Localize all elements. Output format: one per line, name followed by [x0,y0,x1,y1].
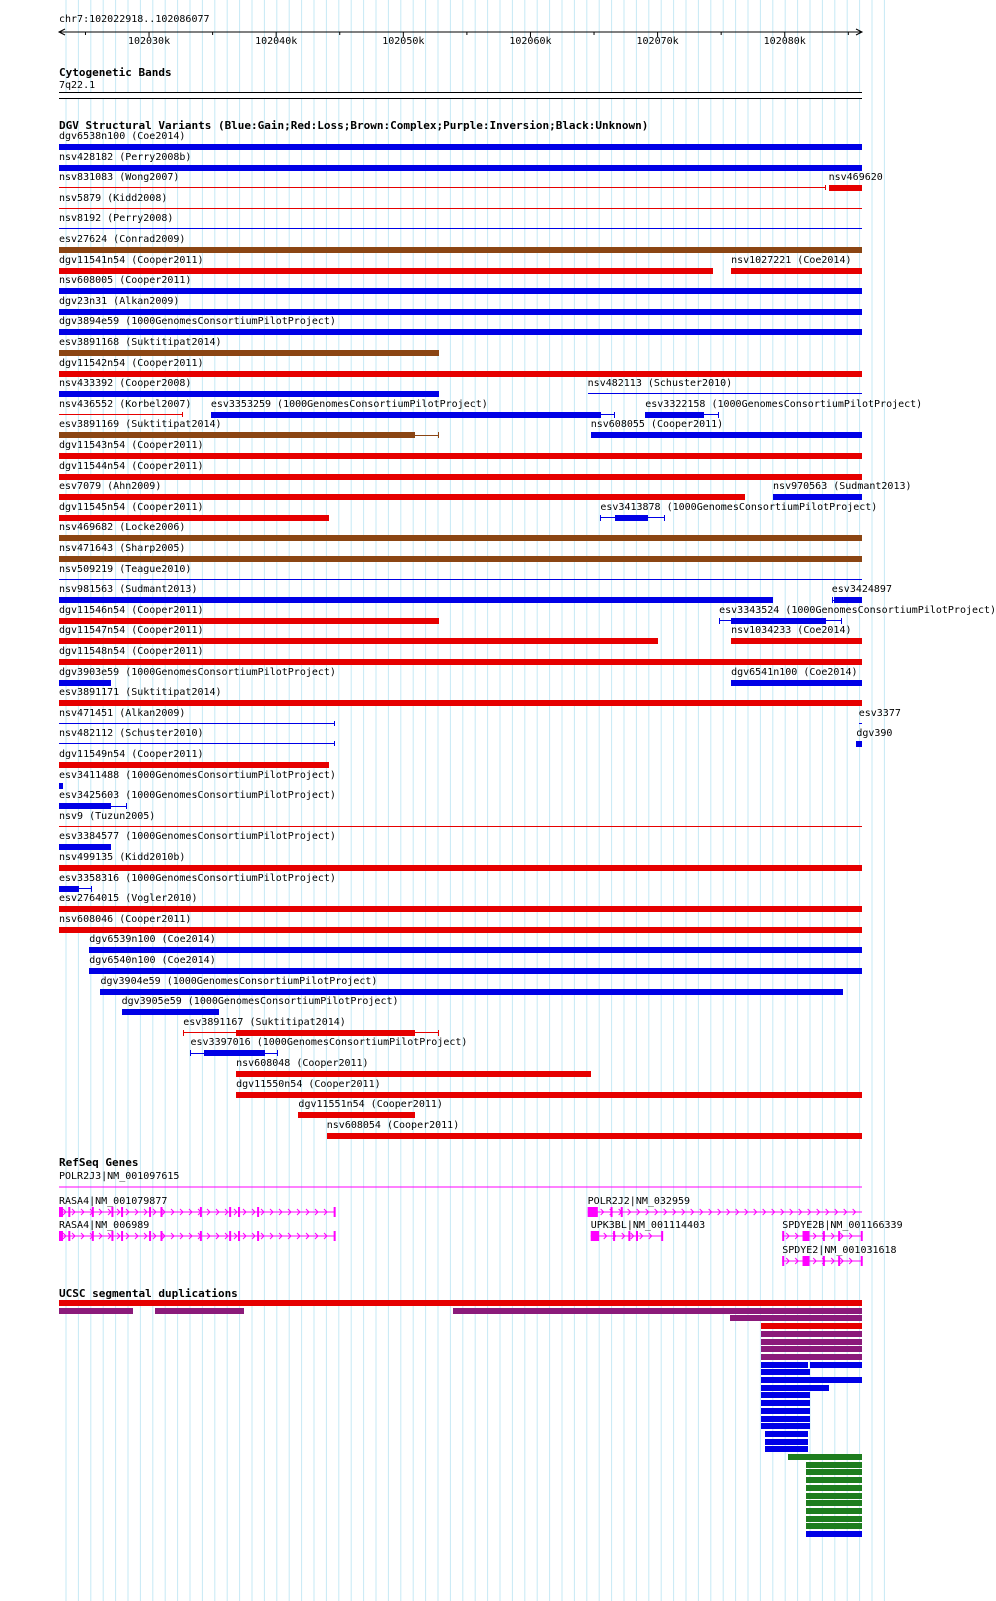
segdup-bar [761,1331,862,1337]
sv-label: nsv482112 (Schuster2010) [59,728,204,740]
sv-label: esv27624 (Conrad2009) [59,234,186,245]
sv-bar [59,597,773,603]
segdup-bar [806,1508,862,1514]
sv-label: esv3411488 (1000GenomesConsortiumPilotProject) [59,769,336,781]
segdup-track-title: UCSC segmental duplications [59,1287,238,1300]
sv-label: nsv469682 (Locke2006) [59,522,186,534]
sv-bar [236,1071,591,1077]
sv-label: esv3425603 (1000GenomesConsortiumPilotProject) [59,790,336,802]
sv-bar [59,638,658,644]
ruler-tick-label: 102030k [127,36,171,47]
sv-thin-bar [59,743,335,744]
sv-bar [59,474,862,480]
sv-label: dgv11550n54 (Cooper2011) [236,1078,381,1090]
sv-bar [731,268,862,274]
gene-exon [861,1256,863,1266]
sv-bar [236,1030,415,1036]
sv-span-cap [718,412,719,418]
sv-bar [829,185,862,191]
segdup-bar [59,1308,133,1314]
segdup-bar [761,1323,862,1329]
sv-label: dgv11546n54 (Cooper2011) [59,604,204,616]
sv-bar [59,165,862,171]
sv-bar [59,803,111,809]
sv-span-cap [190,1050,191,1056]
gene-label: UPK3BL|NM_001114403 [590,1220,706,1231]
sv-span-cap [841,618,842,624]
sv-label: esv2764015 (Vogler2010) [59,893,198,905]
sv-label: nsv1034233 (Coe2014) [731,625,852,637]
sv-bar [59,680,111,686]
gene-exon [782,1231,784,1241]
segdup-bar [761,1339,862,1345]
sv-label: nsv471643 (Sharp2005) [59,543,186,554]
sv-bar [645,412,704,418]
sv-label: esv3891171 (Suktitipat2014) [59,687,222,699]
sv-bar [59,309,862,315]
segdup-bar [761,1423,810,1429]
sv-span-cap [334,721,335,726]
sv-label: nsv482113 (Schuster2010) [587,378,733,390]
sv-label: esv3397016 (1000GenomesConsortiumPilotProject) [190,1037,468,1049]
sv-label: dgv3904e59 (1000GenomesConsortiumPilotProject) [100,975,378,987]
sv-label: nsv608055 (Cooper2011) [590,419,724,431]
sv-bar [59,350,439,356]
segdup-bar [806,1531,862,1537]
gene-label: SPDYE2|NM_001031618 [782,1244,897,1256]
sv-label: dgv23n31 (Alkan2009) [59,295,180,307]
sv-label: esv3343524 (1000GenomesConsortiumPilotProject) [719,604,996,616]
sv-label: nsv831083 (Wong2007) [59,172,180,184]
ruler-tick-label: 102050k [382,36,425,47]
sv-span-cap [334,741,335,746]
sv-label: esv3384577 (1000GenomesConsortiumPilotProject) [59,831,336,843]
sv-bar [100,989,843,995]
sv-label: esv3891169 (Suktitipat2014) [59,419,222,431]
sv-label: nsv608048 (Cooper2011) [236,1058,369,1069]
segdup-bar [765,1439,808,1445]
segdup-bar [806,1485,862,1491]
sv-label: nsv5879 (Kidd2008) [59,192,168,204]
sv-bar [59,844,111,850]
sv-label: nsv9 (Tuzun2005) [59,810,156,822]
cytoband-track-title: Cytogenetic Bands [59,66,172,79]
segdup-bar [765,1431,808,1437]
sv-bar [59,535,862,541]
sv-label: esv7079 (Ahn2009) [59,481,162,493]
sv-span-cap [664,515,665,521]
sv-bar [731,618,825,624]
sv-label: dgv6538n100 (Coe2014) [59,131,186,142]
sv-label: dgv11545n54 (Cooper2011) [59,501,204,513]
sv-label: dgv3903e59 (1000GenomesConsortiumPilotProject) [59,666,336,678]
segdup-bar [806,1516,862,1522]
sv-bar [327,1133,862,1139]
segdup-bar [761,1408,810,1414]
sv-bar [236,1092,862,1098]
sv-label: dgv6541n100 (Coe2014) [731,666,858,678]
sv-span-cap [91,886,92,892]
gene-exon [838,1256,840,1266]
sv-label: nsv8192 (Perry2008) [59,213,174,225]
sv-label: esv3424897 [831,584,892,596]
sv-label: nsv509219 (Teague2010) [59,563,192,575]
sv-label: dgv11548n54 (Cooper2011) [59,646,204,657]
gene-exon [823,1256,825,1266]
refseq-track-title: RefSeq Genes [59,1156,139,1169]
sv-bar [59,886,79,892]
sv-bar [59,762,329,768]
sv-label: nsv608046 (Cooper2011) [59,913,192,925]
segdup-bar [761,1346,862,1352]
segdup-bar [761,1354,862,1360]
segdup-bar [761,1362,808,1368]
sv-bar [731,638,862,644]
ruler-tick-label: 102080k [763,36,806,47]
segdup-bar [155,1308,244,1314]
sv-bar [59,618,439,624]
sv-label: esv3358316 (1000GenomesConsortiumPilotProject) [59,872,336,884]
sv-label: dgv11547n54 (Cooper2011) [59,625,204,637]
sv-thin-bar [859,723,862,724]
sv-bar [59,371,862,377]
sv-span-cap [126,803,127,809]
sv-bar [122,1009,220,1015]
sv-bar [59,268,713,274]
segdup-bar [806,1523,862,1529]
gene-model [0,1181,890,1193]
sv-thin-bar [59,579,862,580]
sv-span-cap [832,597,833,603]
gene-label: POLR2J3|NM_001097615 [59,1171,180,1182]
segdup-bar [761,1416,810,1422]
sv-bar [615,515,649,521]
sv-label: nsv471451 (Alkan2009) [59,707,186,719]
sv-label: dgv6539n100 (Coe2014) [89,934,216,946]
sv-bar [59,556,862,562]
sv-bar [59,927,862,933]
sv-bar [59,515,329,521]
sv-label: esv3413878 (1000GenomesConsortiumPilotProject) [600,501,878,513]
gene-exon [803,1256,810,1266]
sv-span-cap [438,432,439,438]
sv-label: dgv11543n54 (Cooper2011) [59,440,204,451]
segdup-bar [788,1454,862,1460]
gene-exon [823,1231,825,1241]
sv-label: nsv970563 (Sudmant2013) [773,481,912,493]
sv-bar [59,453,862,459]
sv-span-cap [719,618,720,624]
sv-label: nsv499135 (Kidd2010b) [59,852,186,863]
gene-model [0,1206,890,1218]
gene-model [0,1230,890,1242]
ruler-tick-label: 102060k [509,36,552,47]
sv-bar [89,968,862,974]
sv-label: dgv11551n54 (Cooper2011) [298,1099,443,1111]
sv-bar [59,865,862,871]
sv-bar [204,1050,265,1056]
sv-label: nsv1027221 (Coe2014) [731,254,852,266]
sv-label: dgv11541n54 (Cooper2011) [59,254,204,266]
sv-thin-bar [59,187,826,188]
sv-label: nsv433392 (Cooper2008) [59,378,192,390]
sv-thin-bar [588,393,862,394]
segdup-bar [806,1477,862,1483]
sv-label: nsv608005 (Cooper2011) [59,275,192,287]
segdup-bar [59,1300,862,1306]
sv-label: esv3891167 (Suktitipat2014) [183,1016,346,1028]
location-label: chr7:102022918..102086077 [59,14,210,25]
sv-thin-bar [59,228,862,229]
sv-bar [834,597,862,603]
sv-span-cap [600,515,601,521]
segdup-bar [806,1469,862,1475]
dgv-track-title: DGV Structural Variants (Blue:Gain;Red:Loss;Brown:Complex;Purple:Inversion;Black:Unknown) [59,119,649,132]
sv-bar [59,659,862,665]
gene-label: RASA4|NM_001079877 [59,1195,168,1207]
gene-exon [588,1207,598,1217]
sv-label: dgv6540n100 (Coe2014) [89,955,216,966]
sv-bar [856,741,862,747]
sv-label: nsv981563 (Sudmant2013) [59,584,198,596]
sv-span-cap [183,1030,184,1036]
sv-span-cap [277,1050,278,1056]
gene-exon [611,1207,613,1217]
sv-label: nsv608054 (Cooper2011) [326,1119,460,1131]
gene-label: RASA4|NM_006989 [59,1220,150,1231]
sv-bar [59,247,862,253]
sv-thin-bar [59,826,862,827]
sv-bar [591,432,862,438]
sv-label: dgv11549n54 (Cooper2011) [59,749,204,760]
sv-bar [59,494,745,500]
sv-bar [211,412,602,418]
segdup-bar [761,1369,810,1375]
gene-exon [782,1256,784,1266]
sv-bar [59,329,862,335]
sv-bar [773,494,862,500]
segdup-bar [810,1362,862,1368]
ruler-tick-label: 102040k [255,36,298,47]
sv-bar [59,906,862,912]
gene-exon [621,1207,623,1217]
sv-span-cap [614,412,615,418]
sv-bar [59,288,862,294]
sv-label: esv3891168 (Suktitipat2014) [59,337,222,348]
sv-label: dgv11542n54 (Cooper2011) [59,357,204,369]
sv-thin-bar [59,723,335,724]
sv-span-cap [182,412,183,417]
segdup-bar [765,1446,808,1452]
sv-label: dgv11544n54 (Cooper2011) [59,460,204,472]
sv-bar [59,783,63,789]
sv-label: esv3377 [858,707,901,719]
gene-model [0,1255,890,1267]
gene-label: SPDYE2B|NM_001166339 [782,1220,903,1231]
gene-exon [838,1231,840,1241]
sv-label: dgv3894e59 (1000GenomesConsortiumPilotProject) [59,316,336,328]
segdup-bar [761,1400,810,1406]
segdup-bar [730,1315,862,1321]
gene-exon [861,1231,863,1241]
sv-span-cap [825,185,826,190]
segdup-bar [761,1377,862,1383]
sv-bar [89,947,862,953]
sv-bar [59,700,862,706]
sv-label: esv3322158 (1000GenomesConsortiumPilotProject) [645,398,923,410]
segdup-bar [806,1500,862,1506]
sv-bar [59,144,862,150]
sv-bar [59,391,439,397]
segdup-bar [806,1493,862,1499]
segdup-bar [761,1392,810,1398]
cytoband-label: 7q22.1 [59,80,96,91]
sv-label: nsv428182 (Perry2008b) [59,151,192,163]
sv-label: dgv3905e59 (1000GenomesConsortiumPilotProject) [121,996,399,1008]
sv-thin-bar [59,208,862,209]
sv-span-cap [438,1030,439,1036]
sv-bar [59,432,415,438]
sv-label: esv3353259 (1000GenomesConsortiumPilotProject) [210,398,488,410]
ruler-tick-label: 102070k [636,36,679,47]
sv-label: dgv390 [856,728,893,740]
sv-bar [731,680,862,686]
gene-label: POLR2J2|NM_032959 [587,1195,691,1207]
sv-label: nsv436552 (Korbel2007) [59,398,192,410]
sv-bar [298,1112,414,1118]
segdup-bar [806,1462,862,1468]
sv-thin-bar [59,414,183,415]
segdup-bar [761,1385,829,1391]
segdup-bar [453,1308,862,1314]
gene-exon [803,1231,810,1241]
sv-label: nsv469620 [828,172,883,184]
